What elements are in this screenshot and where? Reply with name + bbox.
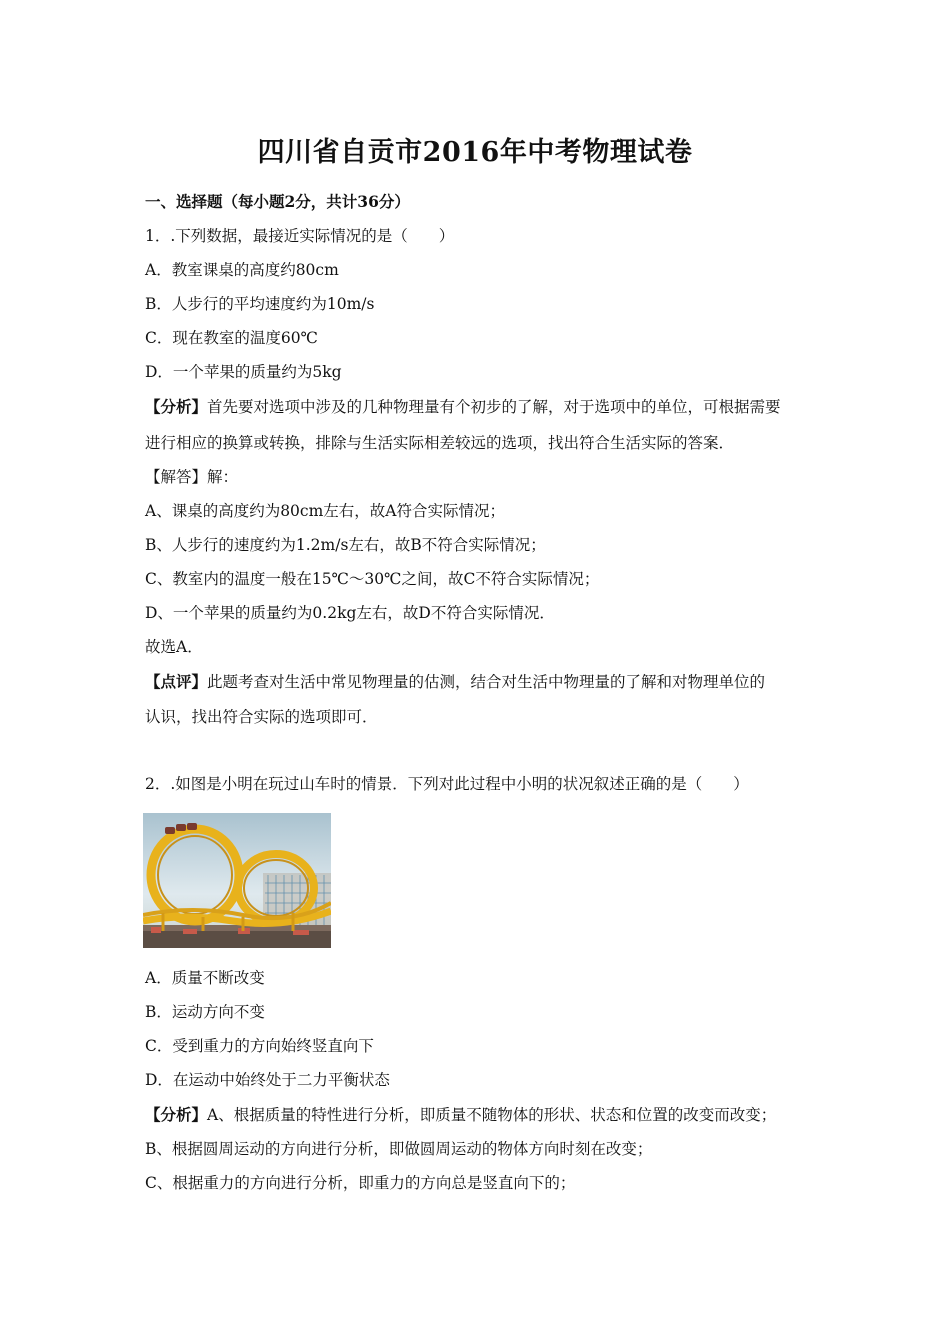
q1-comment-cont: 认识，找出符合实际的选项即可． bbox=[145, 708, 378, 726]
question-2-stem: 2．.如图是小明在玩过山车时的情景．下列对此过程中小明的状况叙述正确的是（ ） bbox=[145, 775, 749, 793]
q1-option-d: D．一个苹果的质量约为5kg bbox=[145, 363, 342, 381]
q2-option-a: A．质量不断改变 bbox=[145, 969, 265, 987]
q2-option-b: B．运动方向不变 bbox=[145, 1003, 265, 1021]
question-1-stem: 1．.下列数据，最接近实际情况的是（ ） bbox=[145, 227, 455, 245]
analysis-tag: 【分析】 bbox=[145, 1105, 208, 1124]
q2-analysis bbox=[145, 1104, 825, 1126]
q2-option-d: D．在运动中始终处于二力平衡状态 bbox=[145, 1071, 390, 1089]
answer-tag: 【解答】 bbox=[145, 468, 208, 486]
q1-analysis bbox=[145, 396, 825, 418]
q2-analysis-b: B、根据圆周运动的方向进行分析，即做圆周运动的物体方向时刻在改变； bbox=[145, 1140, 653, 1158]
section-heading: 一、选择题（每小题2分，共计36分） bbox=[145, 192, 410, 211]
comment-tag: 【点评】 bbox=[145, 672, 208, 691]
q1-answer-a: A、课桌的高度约为80cm左右，故A符合实际情况； bbox=[145, 502, 505, 520]
q1-comment bbox=[145, 671, 825, 693]
analysis-text: 首先要对选项中涉及的几种物理量有个初步的了解，对于选项中的单位，可根据需要 bbox=[207, 398, 781, 416]
q1-choice: 故选A． bbox=[145, 638, 203, 656]
analysis-text: A、根据质量的特性进行分析，即质量不随物体的形状、状态和位置的改变而改变； bbox=[207, 1106, 777, 1124]
q2-analysis-c: C、根据重力的方向进行分析，即重力的方向总是竖直向下的； bbox=[145, 1174, 576, 1192]
page-title: 四川省自贡市2016年中考物理试卷 bbox=[257, 137, 693, 168]
q1-answer-b: B、人步行的速度约为1.2m/s左右，故B不符合实际情况； bbox=[145, 536, 546, 554]
q1-option-c: C．现在教室的温度60℃ bbox=[145, 329, 318, 347]
q1-answer bbox=[145, 466, 825, 488]
comment-text: 此题考查对生活中常见物理量的估测，结合对生活中物理量的了解和对物理单位的 bbox=[207, 673, 766, 691]
roller-coaster-image bbox=[143, 813, 331, 948]
answer-head: 解： bbox=[207, 468, 239, 486]
q1-answer-c: C、教室内的温度一般在15℃～30℃之间，故C不符合实际情况； bbox=[145, 570, 600, 588]
q1-answer-d: D、一个苹果的质量约为0.2kg左右，故D不符合实际情况． bbox=[145, 604, 555, 622]
q1-analysis-cont: 进行相应的换算或转换，排除与生活实际相差较远的选项，找出符合生活实际的答案． bbox=[145, 434, 735, 452]
analysis-tag: 【分析】 bbox=[145, 397, 208, 416]
q1-option-a: A．教室课桌的高度约80cm bbox=[145, 261, 339, 279]
q1-option-b: B．人步行的平均速度约为10m/s bbox=[145, 295, 375, 313]
q2-option-c: C．受到重力的方向始终竖直向下 bbox=[145, 1037, 374, 1055]
